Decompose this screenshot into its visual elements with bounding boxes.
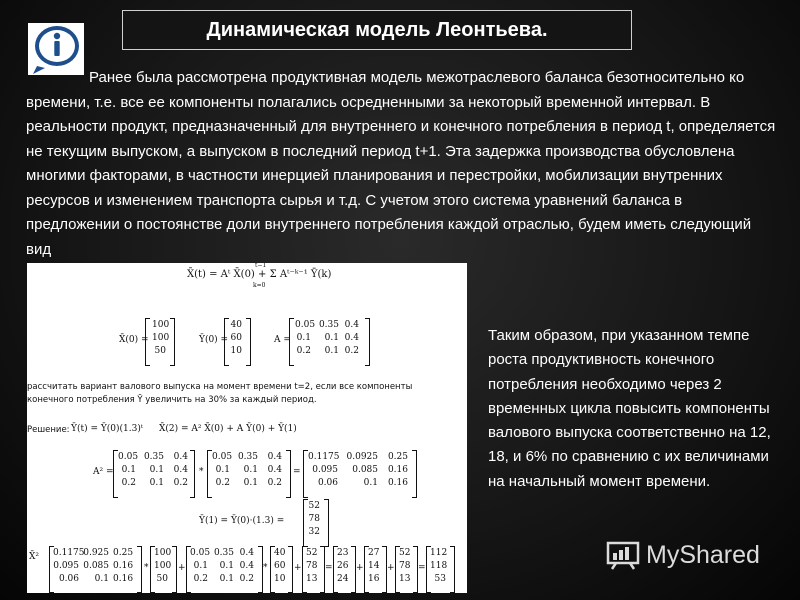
matrix-cell: 40 (230, 320, 242, 330)
matrix-cell: 0.16 (113, 574, 134, 584)
bracket (324, 499, 329, 547)
matrix-cell: 0.16 (387, 465, 408, 475)
bracket (450, 546, 455, 593)
operator-times: * (263, 563, 268, 573)
matrix-cell: 0.2 (121, 478, 136, 488)
matrix-cell: 0.1 (121, 465, 136, 475)
conclusion-text: Таким образом, при указанном темпе роста продуктивность конечного потребления необходимо через 2 временных цикла повысить компоненты валового выпуска соответственно на 12, 18, и 6% по сравнению с их величинами на начальный момент времени. (488, 327, 771, 490)
x2-vector-3 (304, 548, 318, 584)
a2-left-matrix (116, 452, 190, 488)
x0-matrix (150, 320, 168, 356)
x0-label: X̄(0) = (119, 335, 149, 345)
matrix-cell: 0.4 (267, 465, 282, 475)
matrix-cell: 0.05 (212, 452, 233, 462)
bracket (172, 546, 177, 593)
operator-equals: = (418, 563, 426, 573)
solution-label: Решение: (27, 425, 70, 435)
operator-times: * (199, 467, 204, 477)
matrix-cell: 50 (156, 574, 168, 584)
matrix-cell: 0.1 (149, 465, 164, 475)
matrix-cell: 10 (274, 574, 286, 584)
x2-label: X̄² (29, 552, 40, 562)
matrix-cell: 0.05 (190, 548, 211, 558)
myshared-logo (606, 538, 760, 572)
matrix-cell: 100 (152, 333, 170, 343)
matrix-cell: 100 (154, 561, 172, 571)
matrix-cell: 0.1 (296, 333, 311, 343)
operator-plus: + (294, 563, 302, 573)
matrix-cell: 26 (337, 561, 349, 571)
matrix-cell: 0.35 (143, 452, 164, 462)
matrix-cell: 27 (368, 548, 380, 558)
bracket (137, 546, 142, 593)
x2-matrix-1 (51, 548, 135, 584)
matrix-cell: 60 (230, 333, 242, 343)
matrix-cell: 0.05 (295, 320, 316, 330)
bracket (246, 318, 251, 366)
matrix-cell: 100 (154, 548, 172, 558)
a-matrix (293, 320, 361, 356)
x2-result-vector (428, 548, 448, 584)
y0-matrix (228, 320, 244, 356)
matrix-cell: 24 (337, 574, 349, 584)
matrix-cell: 52 (306, 548, 318, 558)
matrix-cell: 0.1 (324, 346, 339, 356)
matrix-cell: 0.25 (113, 548, 134, 558)
matrix-cell: 0.25 (387, 452, 408, 462)
operator-equals: = (325, 563, 333, 573)
bracket (286, 450, 291, 498)
matrix-cell: 10 (230, 346, 242, 356)
slide-title-box (122, 10, 632, 50)
x2-vector-1 (152, 548, 170, 584)
matrix-cell: 0.4 (239, 561, 254, 571)
logo-text: MyShared (646, 540, 760, 569)
presentation-board-icon (606, 540, 640, 570)
operator-plus: + (356, 563, 364, 573)
matrix-cell: 23 (337, 548, 349, 558)
matrix-cell: 52 (399, 548, 411, 558)
matrix-cell: 0.35 (213, 548, 234, 558)
matrix-cell: 53 (434, 574, 446, 584)
x2-vector-4 (335, 548, 349, 584)
bracket (365, 318, 370, 366)
matrix-cell: 0.35 (237, 452, 258, 462)
matrix-cell: 0.095 (312, 465, 338, 475)
intro-paragraph (26, 66, 778, 262)
intro-paragraph-text: Ранее была рассмотрена продуктивная модель межотраслевого баланса безотносительно ко времени, т.е. все ее компоненты полагались осредненными за некоторый временной интервал. В реальности продукт, предназначенный для внутреннего и конечного потребления в период t, определяется не текущим выпуском, а выпуском в последний период t+1. Эта задержка производства обусловлена многими факторами, в частности инерцией планирования и перестройки, мобилизации внутренних ресурсов и изменением транспорта сырья и т.д. С учетом этого система уравнений баланса в предложении о постоянстве доли внутреннего потребления каждой отраслью, будем иметь следующий вид (26, 69, 776, 258)
a2-label: A² = (93, 467, 114, 477)
bracket (412, 450, 417, 498)
matrix-cell: 0.4 (173, 465, 188, 475)
task-line-2: конечного потребления Ȳ увеличить на 30% за каждый период. (27, 395, 317, 405)
main-equation: X̄(t) = Aᵗ X̄(0) + Σ Aᵗ⁻ᵏ⁻¹ Ȳ(k) (187, 269, 332, 280)
y1-label: Ȳ(1) = Ȳ(0)·(1.3) = (199, 516, 285, 526)
matrix-cell: 0.1 (243, 465, 258, 475)
matrix-cell: 0.2 (239, 574, 254, 584)
formula-image (27, 263, 467, 593)
task-line-1: рассчитать вариант валового выпуска на момент времени t=2, если все компоненты (27, 382, 413, 392)
matrix-cell: 40 (274, 548, 286, 558)
operator-plus: + (387, 563, 395, 573)
bracket (288, 546, 293, 593)
solution-equation-2: X̄(2) = A² X̄(0) + A Ȳ(0) + Ȳ(1) (159, 424, 297, 434)
matrix-cell: 0.095 (53, 561, 79, 571)
a2-result-matrix (306, 452, 410, 488)
operator-plus: + (178, 563, 186, 573)
operator-equals: = (293, 467, 301, 477)
matrix-cell: 0.1 (149, 478, 164, 488)
matrix-cell: 0.1 (94, 574, 109, 584)
x2-vector-2 (272, 548, 286, 584)
matrix-cell: 60 (274, 561, 286, 571)
matrix-cell: 13 (306, 574, 318, 584)
matrix-cell: 0.1175 (53, 548, 85, 558)
matrix-cell: 0.4 (267, 452, 282, 462)
matrix-cell: 0.35 (318, 320, 339, 330)
bracket (170, 318, 175, 366)
matrix-cell: 78 (399, 561, 411, 571)
matrix-cell: 0.1 (219, 574, 234, 584)
matrix-cell: 0.0925 (346, 452, 378, 462)
matrix-cell: 0.1 (193, 561, 208, 571)
matrix-cell: 13 (399, 574, 411, 584)
x2-matrix-2 (188, 548, 256, 584)
y1-matrix (306, 501, 322, 537)
matrix-cell: 0.16 (113, 561, 134, 571)
matrix-cell: 0.2 (193, 574, 208, 584)
matrix-cell: 100 (152, 320, 170, 330)
matrix-cell: 0.06 (58, 574, 79, 584)
sum-upper-limit: t−1 (255, 263, 267, 269)
matrix-cell: 78 (306, 561, 318, 571)
matrix-cell: 0.05 (118, 452, 139, 462)
matrix-cell: 78 (308, 514, 320, 524)
matrix-cell: 0.2 (344, 346, 359, 356)
operator-times: * (144, 563, 149, 573)
x2-vector-6 (397, 548, 411, 584)
matrix-cell: 0.2 (296, 346, 311, 356)
a2-mid-matrix (210, 452, 284, 488)
matrix-cell: 0.4 (173, 452, 188, 462)
matrix-cell: 0.2 (173, 478, 188, 488)
matrix-cell: 0.4 (344, 333, 359, 343)
y0-label: Ȳ(0) = (199, 335, 229, 345)
matrix-cell: 0.4 (344, 320, 359, 330)
x2-vector-5 (366, 548, 380, 584)
a-label: A = (274, 335, 291, 345)
matrix-cell: 0.06 (317, 478, 338, 488)
matrix-cell: 0.085 (83, 561, 109, 571)
matrix-cell: 0.925 (83, 548, 109, 558)
bracket (190, 450, 195, 498)
matrix-cell: 14 (368, 561, 380, 571)
matrix-cell: 0.16 (387, 478, 408, 488)
matrix-cell: 0.4 (239, 548, 254, 558)
matrix-cell: 0.085 (352, 465, 378, 475)
matrix-cell: 0.1 (243, 478, 258, 488)
sum-lower-limit: k=0 (253, 282, 266, 289)
matrix-cell: 0.1 (324, 333, 339, 343)
slide-title: Динамическая модель Леонтьева. (206, 18, 548, 41)
matrix-cell: 0.2 (215, 478, 230, 488)
matrix-cell: 32 (308, 527, 320, 537)
matrix-cell: 50 (154, 346, 166, 356)
matrix-cell: 0.1 (215, 465, 230, 475)
matrix-cell: 0.1175 (308, 452, 340, 462)
matrix-cell: 16 (368, 574, 380, 584)
matrix-cell: 112 (430, 548, 448, 558)
matrix-cell: 118 (430, 561, 448, 571)
matrix-cell: 0.2 (267, 478, 282, 488)
matrix-cell: 0.1 (219, 561, 234, 571)
matrix-cell: 0.1 (363, 478, 378, 488)
matrix-cell: 52 (308, 501, 320, 511)
solution-equation-1: Ȳ(t) = Ȳ(0)(1.3)ᵗ (71, 424, 144, 434)
